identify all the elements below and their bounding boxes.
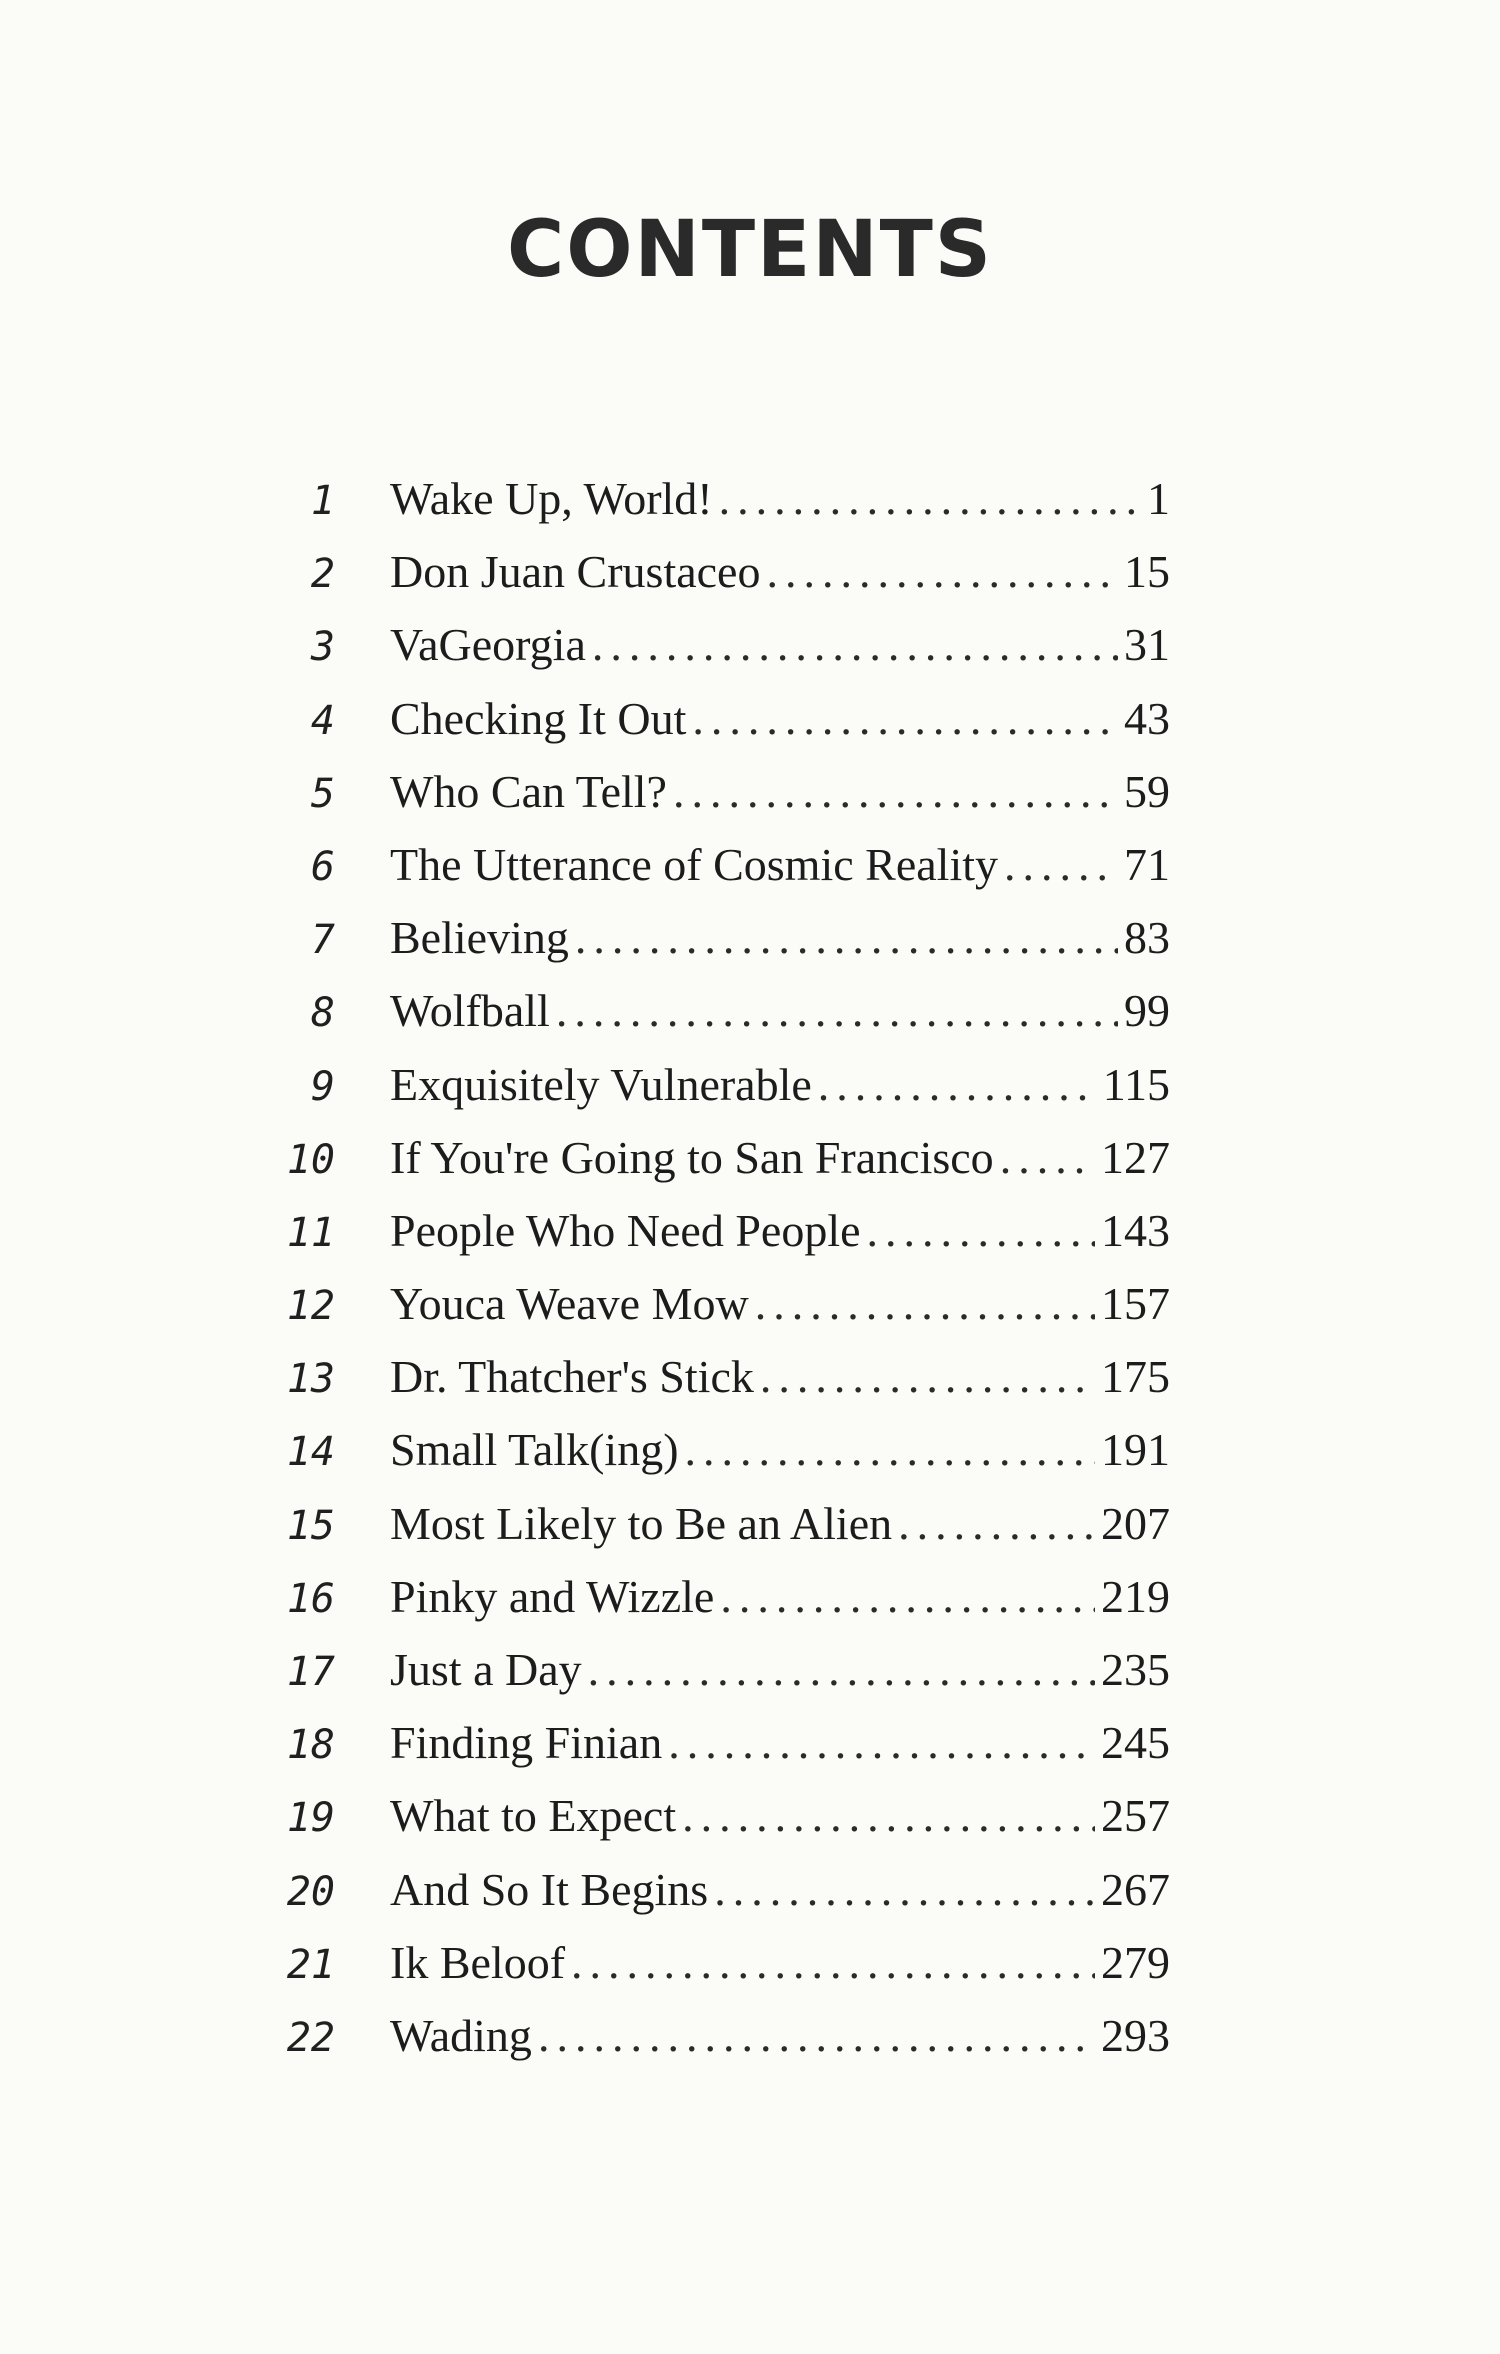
- toc-entry: [250, 1926, 1170, 1999]
- page-number: 15: [1124, 546, 1170, 598]
- chapter-number: 19: [286, 1795, 335, 1842]
- toc-entry: [250, 608, 1170, 681]
- dot-leader: [1004, 828, 1118, 901]
- page-number: 175: [1101, 1351, 1170, 1403]
- toc-entry: [250, 1560, 1170, 1633]
- chapter-number: 10: [286, 1136, 335, 1183]
- dot-leader: [867, 1194, 1095, 1267]
- chapter-number: 20: [286, 1868, 335, 1915]
- toc-entry: [250, 1267, 1170, 1340]
- page-number: 279: [1101, 1936, 1170, 1988]
- dot-leader: [668, 1706, 1095, 1779]
- chapter-number: 9: [310, 1063, 335, 1110]
- page-number: 267: [1101, 1863, 1170, 1915]
- chapter-number: 11: [286, 1209, 335, 1256]
- toc-entry: [250, 901, 1170, 974]
- chapter-number: 5: [310, 770, 335, 817]
- chapter-title: The Utterance of Cosmic Reality: [390, 838, 999, 890]
- chapter-number: 12: [286, 1283, 335, 1330]
- chapter-title: Small Talk(ing): [390, 1424, 679, 1476]
- chapter-title: People Who Need People: [390, 1204, 861, 1256]
- chapter-number: 13: [286, 1356, 335, 1403]
- dot-leader: [556, 974, 1118, 1047]
- toc-entry: [250, 1194, 1170, 1267]
- chapter-title: Don Juan Crustaceo: [390, 546, 761, 598]
- dot-leader: [685, 1413, 1095, 1486]
- dot-leader: [575, 901, 1118, 974]
- chapter-title: Checking It Out: [390, 692, 687, 744]
- chapter-number: 14: [286, 1429, 335, 1476]
- chapter-title: Wolfball: [390, 985, 550, 1037]
- dot-leader: [760, 1340, 1095, 1413]
- dot-leader: [588, 1633, 1095, 1706]
- chapter-title: Finding Finian: [390, 1717, 663, 1769]
- page-number: 99: [1124, 985, 1170, 1037]
- chapter-number: 15: [286, 1502, 335, 1549]
- chapter-title: VaGeorgia: [390, 619, 586, 671]
- page-number: 207: [1101, 1497, 1170, 1549]
- dot-leader: [714, 1853, 1095, 1926]
- page-number: 293: [1101, 2009, 1170, 2061]
- chapter-title: Wake Up, World!: [390, 473, 713, 524]
- dot-leader: [673, 755, 1118, 828]
- toc-entry: [250, 682, 1170, 755]
- dot-leader: [692, 682, 1118, 755]
- chapter-title: Pinky and Wizzle: [390, 1570, 715, 1622]
- chapter-number: 6: [310, 843, 335, 890]
- dot-leader: [755, 1267, 1095, 1340]
- chapter-title: Exquisitely Vulnerable: [390, 1058, 812, 1110]
- page-number: 59: [1124, 765, 1170, 817]
- toc-entry: [250, 828, 1170, 901]
- chapter-title: Believing: [390, 912, 569, 964]
- chapter-number: 1: [310, 478, 335, 524]
- toc-entry: [250, 755, 1170, 828]
- chapter-number: 21: [286, 1941, 335, 1988]
- page-number: 115: [1102, 1058, 1170, 1110]
- chapter-title: What to Expect: [390, 1790, 677, 1842]
- page-number: 43: [1124, 692, 1170, 744]
- page-number: 245: [1101, 1717, 1170, 1769]
- chapter-number: 18: [286, 1722, 335, 1769]
- toc-entry: [250, 1340, 1170, 1413]
- page-number: 143: [1101, 1204, 1170, 1256]
- toc-entry: [250, 1853, 1170, 1926]
- chapter-number: 7: [310, 917, 335, 964]
- toc-entry: [250, 1779, 1170, 1852]
- toc-entry: [250, 1121, 1170, 1194]
- chapter-title: If You're Going to San Francisco: [390, 1131, 994, 1183]
- chapter-title: Dr. Thatcher's Stick: [390, 1351, 754, 1403]
- toc-entry: [250, 1048, 1170, 1121]
- chapter-number: 8: [310, 990, 335, 1037]
- dot-leader: [592, 608, 1118, 681]
- chapter-title: And So It Begins: [390, 1863, 709, 1915]
- page-number: 191: [1101, 1424, 1170, 1476]
- toc-entry: [250, 1633, 1170, 1706]
- dot-leader: [571, 1926, 1095, 1999]
- toc-entry: [250, 462, 1170, 535]
- toc-entry: [250, 535, 1170, 608]
- dot-leader: [538, 1999, 1095, 2072]
- dot-leader: [766, 535, 1118, 608]
- chapter-number: 2: [310, 551, 335, 598]
- page-number: 157: [1101, 1278, 1170, 1330]
- chapter-title: Wading: [390, 2009, 532, 2061]
- page-number: 1: [1147, 473, 1170, 524]
- chapter-number: 4: [310, 697, 335, 744]
- chapter-title: Most Likely to Be an Alien: [390, 1497, 893, 1549]
- page-number: 71: [1124, 838, 1170, 890]
- toc-entry: [250, 1999, 1170, 2072]
- chapter-number: 16: [286, 1575, 335, 1622]
- chapter-title: Youca Weave Mow: [390, 1278, 749, 1330]
- dot-leader: [818, 1048, 1097, 1121]
- toc-entry: [250, 974, 1170, 1047]
- page-number: 31: [1124, 619, 1170, 671]
- toc-entry: [250, 1413, 1170, 1486]
- chapter-title: Ik Beloof: [390, 1936, 566, 1988]
- table-of-contents: [250, 462, 1170, 2072]
- toc-entry: [250, 1706, 1170, 1779]
- chapter-number: 3: [310, 624, 335, 671]
- page-number: 235: [1101, 1644, 1170, 1695]
- chapter-title: Who Can Tell?: [390, 765, 667, 817]
- page-number: 257: [1101, 1790, 1170, 1842]
- dot-leader: [720, 1560, 1095, 1633]
- page-number: 83: [1124, 912, 1170, 964]
- chapter-number: 17: [286, 1649, 335, 1695]
- toc-entry: [250, 1487, 1170, 1560]
- chapter-number: 22: [286, 2014, 335, 2061]
- page-title: CONTENTS: [507, 205, 993, 295]
- chapter-title: Just a Day: [390, 1644, 582, 1695]
- dot-leader: [1000, 1121, 1095, 1194]
- dot-leader: [682, 1779, 1095, 1852]
- dot-leader: [719, 462, 1141, 535]
- page-number: 219: [1101, 1570, 1170, 1622]
- dot-leader: [898, 1487, 1095, 1560]
- page-number: 127: [1101, 1131, 1170, 1183]
